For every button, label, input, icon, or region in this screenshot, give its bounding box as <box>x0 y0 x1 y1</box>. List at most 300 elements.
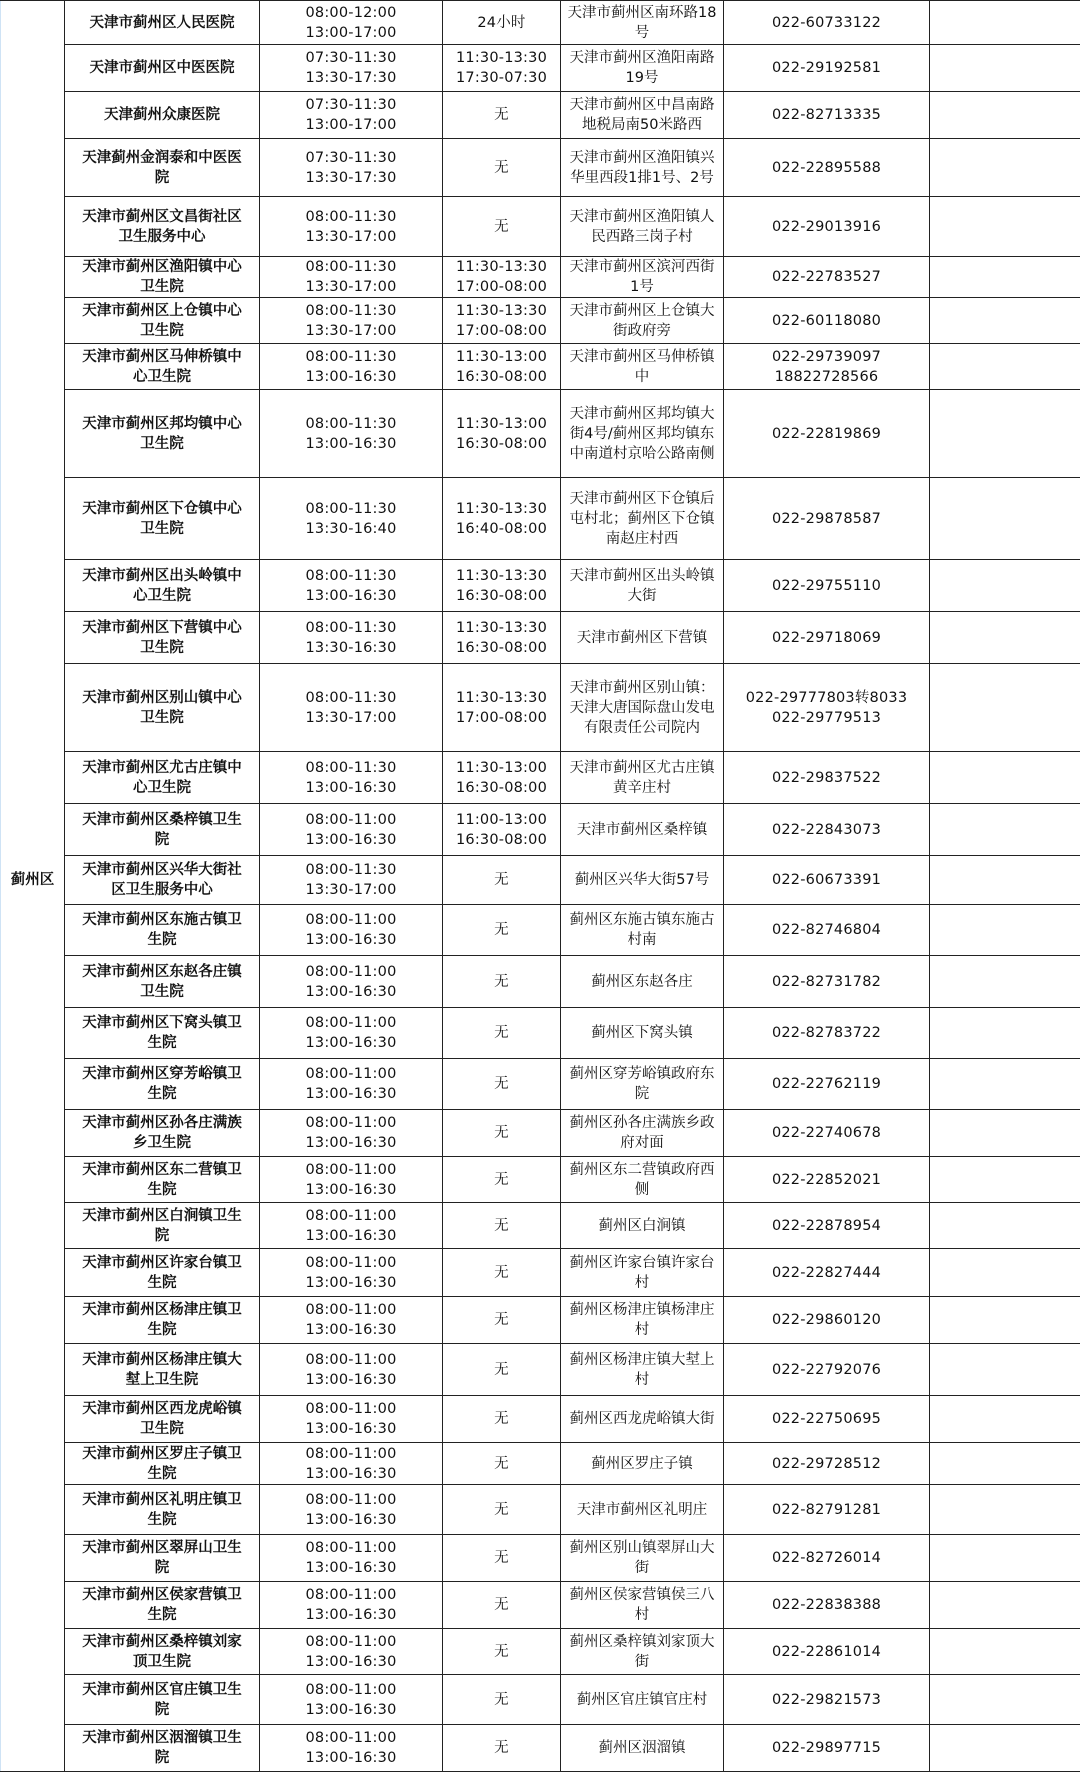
address-line: 南赵庄村西 <box>605 530 679 547</box>
address-line: 天津市蓟州区下营镇 <box>576 629 708 646</box>
table-row <box>1 1675 1080 1725</box>
clinic-hours-line: 08:00-11:00 <box>305 1066 397 1082</box>
hospital-name-line: 天津市蓟州区邦均镇中心 <box>82 415 242 432</box>
hospital-name-line: 天津市蓟州区白涧镇卫生 <box>82 1207 242 1224</box>
emergency-hours-cell <box>443 1396 561 1443</box>
empty-cell <box>930 856 1080 905</box>
emergency-hours-line: 11:30-13:30 <box>455 567 547 584</box>
clinic-hours-line: 08:00-11:00 <box>305 1401 397 1417</box>
hospital-name-line: 院 <box>154 1701 170 1718</box>
hospital-name-cell <box>65 1582 260 1629</box>
table-row <box>1 1443 1080 1485</box>
emergency-hours-line: 无 <box>494 1740 509 1756</box>
clinic-hours-line: 13:00-16:30 <box>305 932 397 948</box>
clinic-hours-line: 13:00-16:30 <box>305 779 397 796</box>
emergency-hours-line: 16:40-08:00 <box>455 520 547 537</box>
hospital-name-line: 天津市蓟州区上仓镇中心 <box>82 302 242 319</box>
table-row <box>1 298 1080 344</box>
address-line: 村 <box>634 1322 650 1338</box>
hospital-name-line: 卫生院 <box>140 983 184 1000</box>
address-cell <box>561 804 724 856</box>
hospital-name-line: 生院 <box>147 1035 177 1051</box>
address-line: 蓟州区东施古镇东施古 <box>569 912 715 928</box>
address-line: 蓟州区官庄镇官庄村 <box>576 1691 708 1708</box>
phone-line: 022-22762119 <box>771 1076 882 1092</box>
hospital-name-line: 天津蓟州众康医院 <box>104 107 220 123</box>
emergency-hours-line: 17:00-08:00 <box>455 709 547 726</box>
emergency-hours-cell <box>443 1582 561 1629</box>
hospital-name-cell <box>65 1725 260 1772</box>
emergency-hours-line: 无 <box>494 922 509 938</box>
clinic-hours-cell <box>260 1485 443 1535</box>
hospital-name-line: 心卫生院 <box>133 587 191 604</box>
emergency-hours-cell <box>443 1008 561 1059</box>
clinic-hours-cell <box>260 1008 443 1059</box>
clinic-hours-line: 08:00-11:00 <box>305 1445 397 1462</box>
table-row <box>1 804 1080 856</box>
table-row <box>1 1203 1080 1249</box>
clinic-hours-line: 08:00-11:30 <box>305 302 397 319</box>
phone-cell <box>724 1203 930 1249</box>
hospital-name-cell <box>65 956 260 1008</box>
hospital-name-line: 天津市蓟州区东赵各庄镇 <box>82 963 242 980</box>
address-cell <box>561 1249 724 1297</box>
address-cell <box>561 139 724 197</box>
clinic-hours-line: 13:00-16:30 <box>305 1511 397 1528</box>
emergency-hours-line: 11:30-13:30 <box>455 619 547 636</box>
emergency-hours-line: 16:30-08:00 <box>455 779 547 796</box>
clinic-hours-cell <box>260 45 443 92</box>
hospital-name-line: 天津市蓟州区东施古镇卫 <box>82 912 242 928</box>
hospital-name-cell <box>65 344 260 390</box>
phone-line: 022-82731782 <box>771 973 882 990</box>
emergency-hours-line: 无 <box>494 1455 509 1472</box>
phone-cell <box>724 1396 930 1443</box>
phone-line: 022-60118080 <box>771 312 882 329</box>
phone-line: 022-22843073 <box>771 821 882 838</box>
clinic-hours-line: 13:00-16:30 <box>305 435 397 452</box>
hospital-name-line: 天津市蓟州区下仓镇中心 <box>82 500 242 517</box>
address-line: 号 <box>634 24 650 41</box>
hospital-name-line: 天津市蓟州区渔阳镇中心 <box>82 259 242 275</box>
emergency-hours-line: 24小时 <box>477 14 526 31</box>
empty-cell <box>930 1008 1080 1059</box>
clinic-hours-cell <box>260 1582 443 1629</box>
address-line: 天津市蓟州区中昌南路 <box>569 97 715 113</box>
address-cell <box>561 257 724 298</box>
hospital-name-cell <box>65 390 260 478</box>
hospital-name-line: 天津市蓟州区桑梓镇卫生 <box>82 811 242 828</box>
address-line: 村 <box>634 1607 650 1623</box>
clinic-hours-line: 08:00-11:30 <box>305 208 397 225</box>
emergency-hours-line: 无 <box>494 973 509 990</box>
hospital-name-line: 天津市蓟州区孙各庄满族 <box>82 1115 242 1131</box>
hospital-name-line: 天津蓟州金润泰和中医医 <box>82 149 242 166</box>
address-line: 黄辛庄村 <box>613 779 671 796</box>
phone-cell <box>724 905 930 956</box>
address-cell <box>561 1203 724 1249</box>
address-line: 村 <box>634 1371 650 1388</box>
address-line: 中 <box>634 368 650 385</box>
hospital-name-line: 天津市蓟州区出头岭镇中 <box>82 567 242 584</box>
clinic-hours-cell <box>260 1059 443 1110</box>
table-body <box>1 1 1080 1772</box>
phone-cell <box>724 1297 930 1344</box>
hospital-name-cell <box>65 1535 260 1582</box>
hospital-name-line: 卫生院 <box>140 322 184 339</box>
address-line: 天津市蓟州区渔阳南路 <box>569 50 715 66</box>
phone-line: 022-29897715 <box>771 1740 882 1756</box>
emergency-hours-line: 17:00-08:00 <box>455 322 547 339</box>
address-line: 蓟州区桑梓镇刘家顶大 <box>569 1633 715 1650</box>
hospital-name-cell <box>65 197 260 257</box>
empty-cell <box>930 45 1080 92</box>
hospital-name-cell <box>65 1443 260 1485</box>
table-row <box>1 139 1080 197</box>
clinic-hours-cell <box>260 139 443 197</box>
empty-cell <box>930 1629 1080 1675</box>
emergency-hours-cell <box>443 560 561 612</box>
address-line: 天津市蓟州区马伸桥镇 <box>569 348 715 365</box>
emergency-hours-line: 无 <box>494 1076 509 1092</box>
phone-cell <box>724 1725 930 1772</box>
clinic-hours-cell <box>260 1344 443 1396</box>
hospital-name-cell <box>65 92 260 139</box>
phone-line: 022-82713335 <box>771 107 882 123</box>
clinic-hours-cell <box>260 1249 443 1297</box>
clinic-hours-line: 08:00-11:30 <box>305 689 397 706</box>
empty-cell <box>930 478 1080 560</box>
address-line: 蓟州区东赵各庄 <box>591 973 693 990</box>
empty-cell <box>930 1396 1080 1443</box>
emergency-hours-line: 16:30-08:00 <box>455 368 547 385</box>
address-line: 蓟州区兴华大街57号 <box>574 872 710 888</box>
hospital-name-line: 天津市蓟州区下营镇中心 <box>82 619 242 636</box>
clinic-hours-line: 08:00-11:30 <box>305 567 397 584</box>
address-line: 街 <box>634 1560 650 1576</box>
hospital-name-line: 院 <box>154 1560 170 1576</box>
phone-cell <box>724 298 930 344</box>
empty-cell <box>930 1110 1080 1157</box>
emergency-hours-cell <box>443 1443 561 1485</box>
address-line: 村 <box>634 1274 650 1291</box>
table-row <box>1 905 1080 956</box>
emergency-hours-line: 16:30-08:00 <box>455 587 547 604</box>
phone-line: 022-82783722 <box>771 1025 882 1041</box>
clinic-hours-line: 08:00-11:30 <box>305 619 397 636</box>
address-line: 天津市蓟州区上仓镇大 <box>569 302 715 319</box>
clinic-hours-cell <box>260 1297 443 1344</box>
emergency-hours-cell <box>443 612 561 664</box>
emergency-hours-line: 无 <box>494 1361 509 1378</box>
empty-cell <box>930 390 1080 478</box>
emergency-hours-line: 11:30-13:30 <box>455 50 547 66</box>
phone-cell <box>724 1675 930 1725</box>
clinic-hours-line: 08:00-11:30 <box>305 348 397 365</box>
clinic-hours-line: 13:00-16:30 <box>305 1421 397 1437</box>
phone-cell <box>724 1485 930 1535</box>
phone-line: 022-29837522 <box>771 769 882 786</box>
emergency-hours-line: 11:00-13:00 <box>455 811 547 828</box>
emergency-hours-line: 无 <box>494 1501 509 1518</box>
region-label: 蓟州区 <box>10 872 55 888</box>
hospital-name-line: 院 <box>154 831 170 848</box>
emergency-hours-cell <box>443 478 561 560</box>
emergency-hours-cell <box>443 752 561 804</box>
emergency-hours-line: 无 <box>494 107 509 123</box>
emergency-hours-cell <box>443 1629 561 1675</box>
emergency-hours-cell <box>443 344 561 390</box>
clinic-hours-line: 08:00-11:00 <box>305 1633 397 1650</box>
clinic-hours-line: 13:30-17:00 <box>305 279 397 295</box>
emergency-hours-line: 17:00-08:00 <box>455 279 547 295</box>
phone-line: 022-22878954 <box>771 1217 882 1234</box>
address-line: 蓟州区白涧镇 <box>598 1217 686 1234</box>
empty-cell <box>930 1157 1080 1203</box>
phone-line: 022-29718069 <box>771 629 882 646</box>
address-cell <box>561 478 724 560</box>
address-line: 街政府旁 <box>613 322 671 339</box>
table-row <box>1 1725 1080 1772</box>
emergency-hours-line: 无 <box>494 1550 509 1566</box>
address-line: 蓟州区西龙虎峪镇大街 <box>569 1411 715 1427</box>
table-row <box>1 197 1080 257</box>
clinic-hours-line: 13:30-16:30 <box>305 639 397 656</box>
hospital-name-line: 天津市蓟州区洇溜镇卫生 <box>82 1730 242 1746</box>
address-line: 天津大唐国际盘山发电 <box>569 699 715 716</box>
emergency-hours-line: 11:30-13:30 <box>455 500 547 517</box>
address-cell <box>561 956 724 1008</box>
address-line: 府对面 <box>620 1135 664 1151</box>
emergency-hours-line: 11:30-13:30 <box>455 689 547 706</box>
hospital-name-line: 天津市蓟州区杨津庄镇卫 <box>82 1302 242 1318</box>
address-cell <box>561 664 724 752</box>
phone-cell <box>724 1443 930 1485</box>
phone-line: 022-22827444 <box>771 1264 882 1281</box>
clinic-hours-line: 08:00-11:00 <box>305 1491 397 1508</box>
hospital-name-line: 生院 <box>147 1274 177 1291</box>
clinic-hours-line: 08:00-11:00 <box>305 1540 397 1556</box>
address-cell <box>561 560 724 612</box>
hospital-name-cell <box>65 1249 260 1297</box>
hospital-name-line: 天津市蓟州区中医医院 <box>89 60 235 76</box>
phone-line: 022-22750695 <box>771 1411 882 1427</box>
emergency-hours-line: 无 <box>494 1643 509 1660</box>
emergency-hours-cell <box>443 1675 561 1725</box>
address-cell <box>561 1675 724 1725</box>
address-cell <box>561 1059 724 1110</box>
empty-cell <box>930 298 1080 344</box>
hospital-name-line: 天津市蓟州区翠屏山卫生 <box>82 1540 242 1556</box>
hospital-name-cell <box>65 1629 260 1675</box>
hospital-name-line: 堼上卫生院 <box>125 1371 199 1388</box>
table-row <box>1 45 1080 92</box>
emergency-hours-line: 16:30-08:00 <box>455 831 547 848</box>
clinic-hours-line: 08:00-11:30 <box>305 415 397 432</box>
phone-line: 022-22838388 <box>771 1597 882 1613</box>
clinic-hours-line: 13:00-16:30 <box>305 1135 397 1151</box>
address-line: 天津市蓟州区滨河西街 <box>569 259 715 275</box>
hospital-name-line: 天津市蓟州区东二营镇卫 <box>82 1161 242 1178</box>
empty-cell <box>930 1485 1080 1535</box>
clinic-hours-cell <box>260 1629 443 1675</box>
clinic-hours-line: 13:00-16:30 <box>305 983 397 1000</box>
table-row <box>1 1396 1080 1443</box>
hospital-name-cell <box>65 1203 260 1249</box>
clinic-hours-cell <box>260 804 443 856</box>
empty-cell <box>930 612 1080 664</box>
hospital-name-cell <box>65 1110 260 1157</box>
hospital-name-line: 生院 <box>147 1322 177 1338</box>
clinic-hours-cell <box>260 1 443 45</box>
address-line: 蓟州区下窝头镇 <box>591 1025 693 1041</box>
empty-cell <box>930 257 1080 298</box>
phone-line: 022-29860120 <box>771 1312 882 1328</box>
phone-line: 022-22783527 <box>771 269 882 285</box>
hospital-name-line: 院 <box>154 1227 170 1244</box>
address-line: 蓟州区东二营镇政府西 <box>569 1161 715 1178</box>
clinic-hours-cell <box>260 752 443 804</box>
clinic-hours-line: 08:00-11:30 <box>305 500 397 517</box>
table-row <box>1 752 1080 804</box>
address-line: 蓟州区罗庄子镇 <box>591 1455 693 1472</box>
clinic-hours-cell <box>260 856 443 905</box>
phone-line: 022-22740678 <box>771 1125 882 1141</box>
address-line: 天津市蓟州区桑梓镇 <box>576 821 708 838</box>
emergency-hours-line: 17:30-07:30 <box>455 70 547 86</box>
hospital-name-cell <box>65 1396 260 1443</box>
clinic-hours-line: 13:00-16:30 <box>305 1227 397 1244</box>
address-line: 院 <box>634 1086 650 1102</box>
hospital-name-cell <box>65 560 260 612</box>
hospital-name-line: 卫生院 <box>140 279 184 295</box>
phone-line: 022-22792076 <box>771 1361 882 1378</box>
address-line: 华里西段1排1号、2号 <box>570 169 714 186</box>
address-line: 蓟州区孙各庄满族乡政 <box>569 1115 715 1131</box>
address-cell <box>561 1344 724 1396</box>
clinic-hours-line: 13:30-16:40 <box>305 520 397 537</box>
clinic-hours-cell <box>260 1396 443 1443</box>
address-line: 蓟州区许家台镇许家台 <box>569 1254 715 1271</box>
emergency-hours-line: 无 <box>494 218 509 235</box>
table-row <box>1 1157 1080 1203</box>
address-line: 天津市蓟州区出头岭镇 <box>569 567 715 584</box>
address-line: 天津市蓟州区渔阳镇人 <box>569 208 715 225</box>
address-cell <box>561 612 724 664</box>
emergency-hours-line: 无 <box>494 1691 509 1708</box>
emergency-hours-line: 无 <box>494 1025 509 1041</box>
phone-line: 022-29779513 <box>771 709 882 726</box>
hospital-name-line: 生院 <box>147 1511 177 1528</box>
emergency-hours-cell <box>443 856 561 905</box>
hospital-name-line: 天津市蓟州区桑梓镇刘家 <box>82 1633 242 1650</box>
hospital-name-cell <box>65 1297 260 1344</box>
clinic-hours-cell <box>260 956 443 1008</box>
hospital-name-line: 卫生院 <box>140 520 184 537</box>
phone-line: 022-29755110 <box>771 577 882 594</box>
phone-cell <box>724 390 930 478</box>
address-cell <box>561 752 724 804</box>
emergency-hours-line: 11:30-13:00 <box>455 759 547 776</box>
phone-cell <box>724 560 930 612</box>
hospital-name-line: 卫生院 <box>140 435 184 452</box>
address-line: 蓟州区洇溜镇 <box>598 1740 686 1756</box>
phone-line: 022-82791281 <box>771 1501 882 1518</box>
hospital-name-line: 顶卫生院 <box>133 1653 191 1670</box>
hospital-name-line: 乡卫生院 <box>133 1135 191 1151</box>
table-row <box>1 390 1080 478</box>
address-line: 中南道村京哈公路南侧 <box>569 445 715 462</box>
clinic-hours-line: 13:30-17:00 <box>305 882 397 898</box>
clinic-hours-line: 08:00-11:00 <box>305 1254 397 1271</box>
emergency-hours-line: 无 <box>494 1264 509 1281</box>
empty-cell <box>930 905 1080 956</box>
clinic-hours-line: 13:00-16:30 <box>305 1560 397 1576</box>
hospital-name-cell <box>65 1157 260 1203</box>
hospital-name-cell <box>65 804 260 856</box>
clinic-hours-line: 08:00-11:00 <box>305 1161 397 1178</box>
address-cell <box>561 1535 724 1582</box>
emergency-hours-line: 无 <box>494 1217 509 1234</box>
table-row <box>1 1344 1080 1396</box>
address-cell <box>561 1485 724 1535</box>
phone-cell <box>724 856 930 905</box>
phone-cell <box>724 478 930 560</box>
address-line: 1号 <box>630 279 654 295</box>
phone-line: 022-22852021 <box>771 1171 882 1188</box>
address-cell <box>561 1110 724 1157</box>
hospital-name-line: 生院 <box>147 932 177 948</box>
hospital-name-cell <box>65 257 260 298</box>
clinic-hours-cell <box>260 1443 443 1485</box>
address-line: 蓟州区杨津庄镇大堼上 <box>569 1351 715 1368</box>
table-row <box>1 478 1080 560</box>
phone-cell <box>724 45 930 92</box>
hospital-name-cell <box>65 1344 260 1396</box>
clinic-hours-cell <box>260 560 443 612</box>
phone-cell <box>724 92 930 139</box>
clinic-hours-line: 08:00-11:00 <box>305 1351 397 1368</box>
phone-cell <box>724 1110 930 1157</box>
table-row <box>1 1485 1080 1535</box>
hospital-name-cell <box>65 856 260 905</box>
clinic-hours-cell <box>260 1203 443 1249</box>
emergency-hours-cell <box>443 664 561 752</box>
phone-line: 022-22819869 <box>771 425 882 442</box>
hospital-name-cell <box>65 664 260 752</box>
phone-cell <box>724 1582 930 1629</box>
hospital-name-line: 生院 <box>147 1086 177 1102</box>
emergency-hours-cell <box>443 1 561 45</box>
phone-line: 022-22861014 <box>771 1643 882 1660</box>
emergency-hours-cell <box>443 1203 561 1249</box>
phone-cell <box>724 197 930 257</box>
clinic-hours-cell <box>260 197 443 257</box>
address-line: 蓟州区别山镇翠屏山大 <box>569 1540 715 1556</box>
table-row <box>1 956 1080 1008</box>
address-cell <box>561 45 724 92</box>
hospital-name-line: 卫生服务中心 <box>118 228 206 245</box>
hospital-name-cell <box>65 612 260 664</box>
hospital-name-line: 天津市蓟州区侯家营镇卫 <box>82 1587 242 1603</box>
phone-line: 022-29013916 <box>771 218 882 235</box>
hospital-name-line: 心卫生院 <box>133 368 191 385</box>
phone-cell <box>724 1249 930 1297</box>
clinic-hours-line: 13:00-16:30 <box>305 1607 397 1623</box>
table-row <box>1 560 1080 612</box>
hospital-name-line: 心卫生院 <box>133 779 191 796</box>
address-line: 19号 <box>625 70 659 86</box>
